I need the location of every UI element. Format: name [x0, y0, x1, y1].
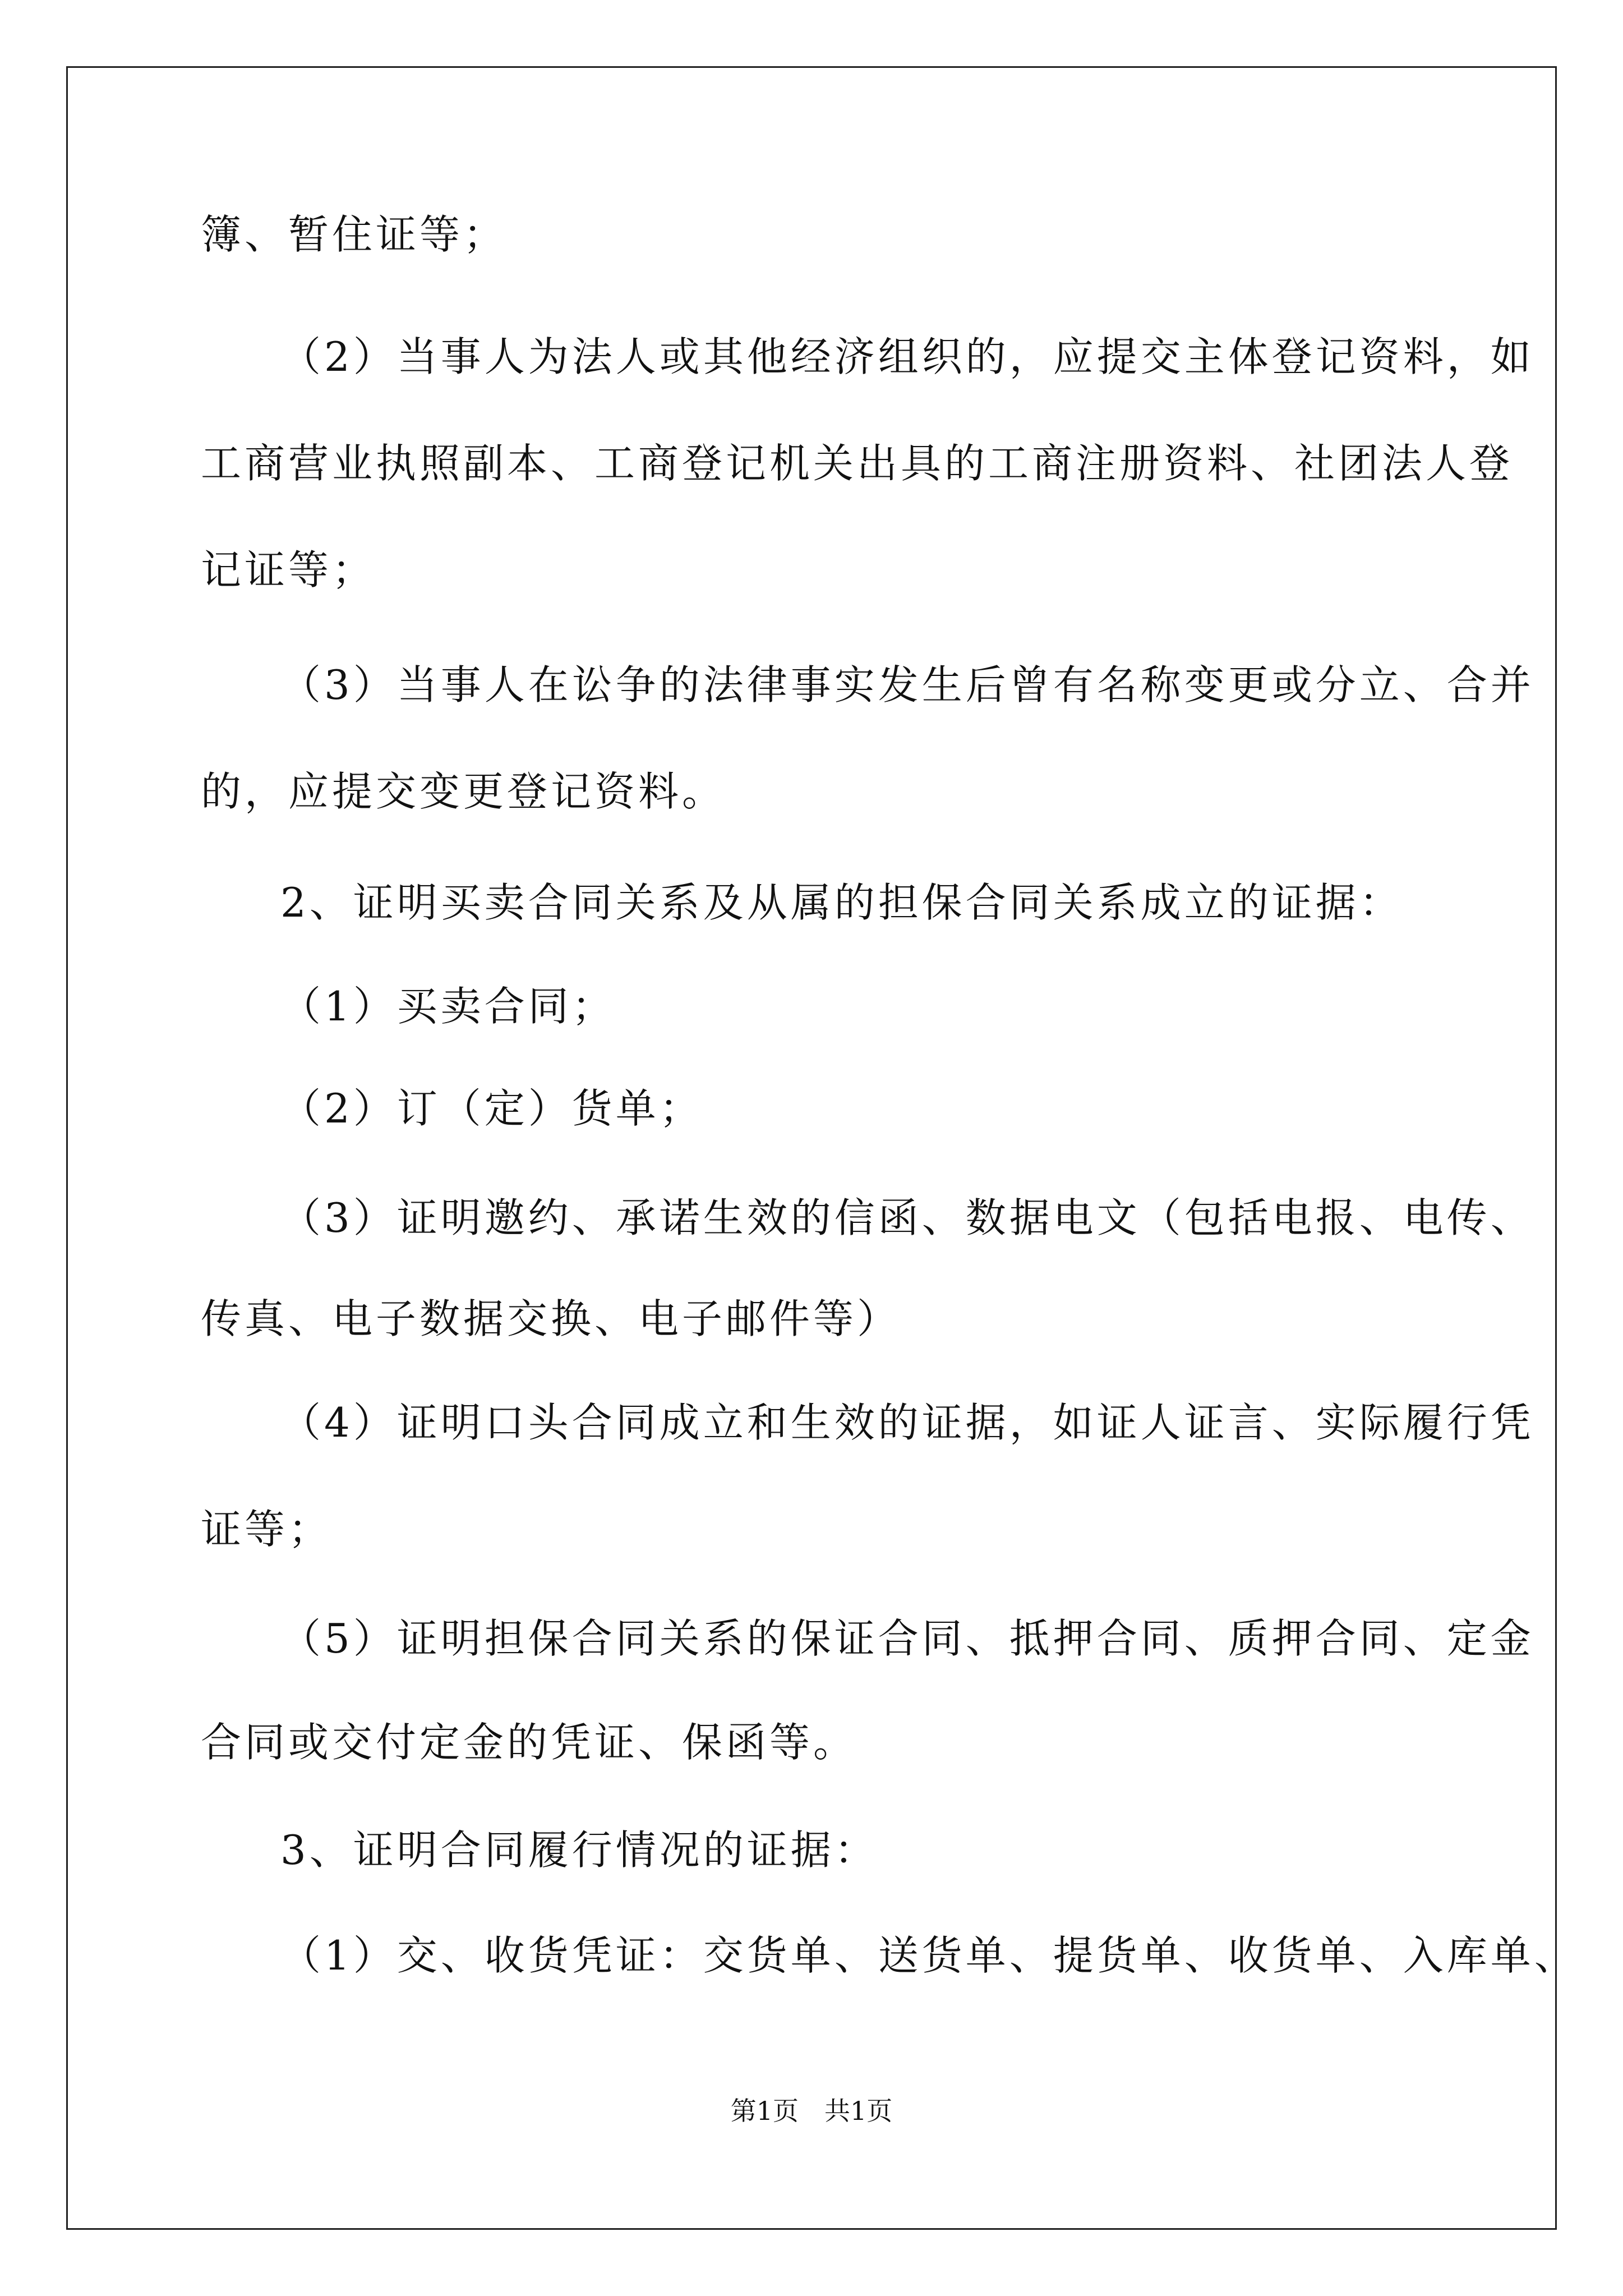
text-line: （4）证明口头合同成立和生效的证据，如证人证言、实际履行凭: [280, 1399, 1534, 1446]
text-line: （3）证明邀约、承诺生效的信函、数据电文（包括电报、电传、: [280, 1194, 1534, 1241]
text-line: 记证等；: [201, 546, 376, 593]
text-line: 工商营业执照副本、工商登记机关出具的工商注册资料、社团法人登: [201, 440, 1514, 487]
text-line: 证等；: [201, 1506, 333, 1553]
text-line: 2、证明买卖合同关系及从属的担保合同关系成立的证据：: [280, 879, 1403, 926]
text-line: 3、证明合同履行情况的证据：: [280, 1826, 878, 1874]
text-line: 传真、电子数据交换、电子邮件等）: [201, 1295, 901, 1342]
text-line: （1）买卖合同；: [280, 983, 616, 1030]
text-line: 合同或交付定金的凭证、保函等。: [201, 1719, 857, 1766]
text-line: （5）证明担保合同关系的保证合同、抵押合同、质押合同、定金: [280, 1615, 1534, 1662]
page-footer: 第1页 共1页: [730, 2096, 893, 2126]
text-line: 的，应提交变更登记资料。: [201, 768, 726, 815]
text-line: 簿、暂住证等；: [201, 211, 508, 258]
text-line: （2）当事人为法人或其他经济组织的，应提交主体登记资料，如: [280, 333, 1534, 380]
text-line: （2）订（定）货单；: [280, 1085, 703, 1132]
text-line: （3）当事人在讼争的法律事实发生后曾有名称变更或分立、合并: [280, 661, 1534, 708]
text-line: （1）交、收货凭证：交货单、送货单、提货单、收货单、入库单、: [280, 1932, 1578, 1979]
